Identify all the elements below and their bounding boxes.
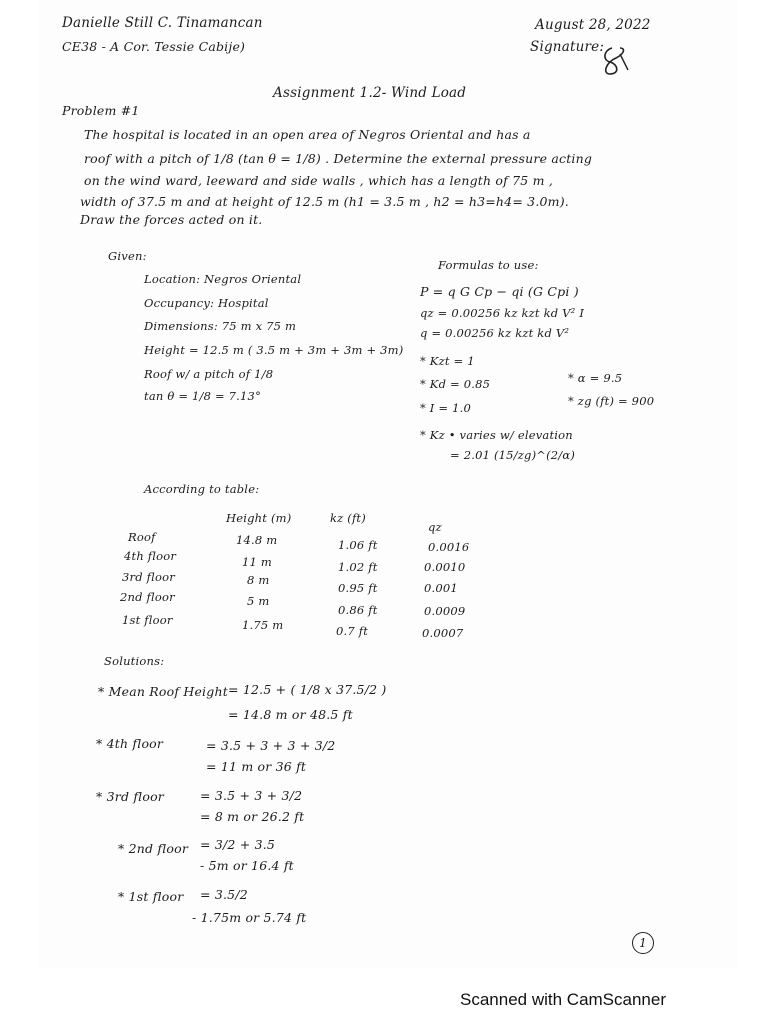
table-cell-height: 11 m xyxy=(242,555,272,569)
solution-line: - 5m or 16.4 ft xyxy=(200,858,294,873)
solution-line: = 11 m or 36 ft xyxy=(206,759,307,774)
table-cell-qz: 0.001 xyxy=(424,581,458,595)
table-cell-qz: 0.0007 xyxy=(422,626,464,640)
solution-label: * Mean Roof Height xyxy=(98,684,228,699)
constant-line: = 2.01 (15/zg)^(2/α) xyxy=(450,448,576,462)
solution-label: * 4th floor xyxy=(96,736,164,751)
student-name: Danielle Still C. Tinamancan xyxy=(62,15,263,31)
table-cell-qz: 0.0009 xyxy=(424,604,466,618)
formula-line: qz = 0.00256 kz kzt kd V² I xyxy=(420,306,585,320)
assignment-title: Assignment 1.2- Wind Load xyxy=(273,85,467,101)
table-row-label: 3rd floor xyxy=(122,570,175,584)
constant-line: * Kz • varies w/ elevation xyxy=(420,428,573,442)
table-cell-height: 14.8 m xyxy=(236,533,278,547)
table-caption: According to table: xyxy=(144,482,260,496)
given-line: tan θ = 1/8 = 7.13° xyxy=(144,389,262,403)
table-header-height: Height (m) xyxy=(226,511,292,525)
solution-line: = 3.5 + 3 + 3 + 3/2 xyxy=(206,738,336,753)
formula-line: q = 0.00256 kz kzt kd V² xyxy=(420,326,570,340)
solution-label: * 2nd floor xyxy=(118,841,189,856)
given-line: Roof w/ a pitch of 1/8 xyxy=(144,367,274,381)
formula-line: P = q G Cp − qi (G Cpi ) xyxy=(420,284,579,299)
solution-line: = 14.8 m or 48.5 ft xyxy=(228,707,353,722)
solution-line: - 1.75m or 5.74 ft xyxy=(192,910,307,925)
table-cell-kz: 0.86 ft xyxy=(338,603,378,617)
table-cell-height: 1.75 m xyxy=(242,618,284,632)
table-row-label: 1st floor xyxy=(122,613,173,627)
solution-line: = 12.5 + ( 1/8 x 37.5/2 ) xyxy=(228,682,387,697)
table-cell-height: 8 m xyxy=(247,573,270,587)
table-cell-kz: 1.06 ft xyxy=(338,538,378,552)
table-row-label: 4th floor xyxy=(124,549,177,563)
constant-line: * Kd = 0.85 xyxy=(420,377,491,391)
table-cell-kz: 0.95 ft xyxy=(338,581,378,595)
given-line: Height = 12.5 m ( 3.5 m + 3m + 3m + 3m) xyxy=(144,343,404,357)
table-cell-kz: 0.7 ft xyxy=(336,624,369,638)
solutions-label: Solutions: xyxy=(104,654,165,668)
table-header-kz: kz (ft) xyxy=(330,511,366,525)
scanned-page xyxy=(38,0,738,968)
problem-line: The hospital is located in an open area of Negros Oriental and has a xyxy=(84,127,531,142)
course-line: CE38 - A Cor. Tessie Cabije) xyxy=(62,39,246,54)
table-header-qz: qz xyxy=(428,520,442,534)
date: August 28, 2022 xyxy=(535,17,651,33)
constant-extra: * zg (ft) = 900 xyxy=(568,394,655,408)
table-cell-height: 5 m xyxy=(247,594,270,608)
solution-label: * 1st floor xyxy=(118,889,184,904)
page-number: 1 xyxy=(632,932,654,954)
solution-label: * 3rd floor xyxy=(96,789,164,804)
problem-label: Problem #1 xyxy=(62,103,140,118)
problem-line: width of 37.5 m and at height of 12.5 m (h1 = 3.5 m , h2 = h3=h4= 3.0m). xyxy=(80,194,569,209)
solution-line: = 3.5 + 3 + 3/2 xyxy=(200,788,303,803)
given-line: Dimensions: 75 m x 75 m xyxy=(144,319,297,333)
table-cell-kz: 1.02 ft xyxy=(338,560,378,574)
table-cell-qz: 0.0010 xyxy=(424,560,466,574)
problem-line: on the wind ward, leeward and side walls , which has a length of 75 m , xyxy=(84,173,554,188)
signature-label: Signature: xyxy=(530,39,605,55)
problem-line: Draw the forces acted on it. xyxy=(80,212,263,227)
solution-line: = 3/2 + 3.5 xyxy=(200,837,276,852)
constant-line: * I = 1.0 xyxy=(420,401,471,415)
signature-mark xyxy=(598,44,634,78)
solution-line: = 8 m or 26.2 ft xyxy=(200,809,305,824)
formulas-label: Formulas to use: xyxy=(438,258,539,272)
problem-line: roof with a pitch of 1/8 (tan θ = 1/8) . Determine the external pressure acting xyxy=(84,151,593,166)
table-row-label: 2nd floor xyxy=(120,590,175,604)
table-cell-qz: 0.0016 xyxy=(428,540,470,554)
table-row-label: Roof xyxy=(128,530,156,544)
constant-line: * Kzt = 1 xyxy=(420,354,475,368)
camscanner-watermark: Scanned with CamScanner xyxy=(460,990,667,1009)
given-label: Given: xyxy=(108,249,147,263)
constant-extra: * α = 9.5 xyxy=(568,371,623,385)
given-line: Location: Negros Oriental xyxy=(144,272,302,286)
given-line: Occupancy: Hospital xyxy=(144,296,269,310)
solution-line: = 3.5/2 xyxy=(200,887,248,902)
